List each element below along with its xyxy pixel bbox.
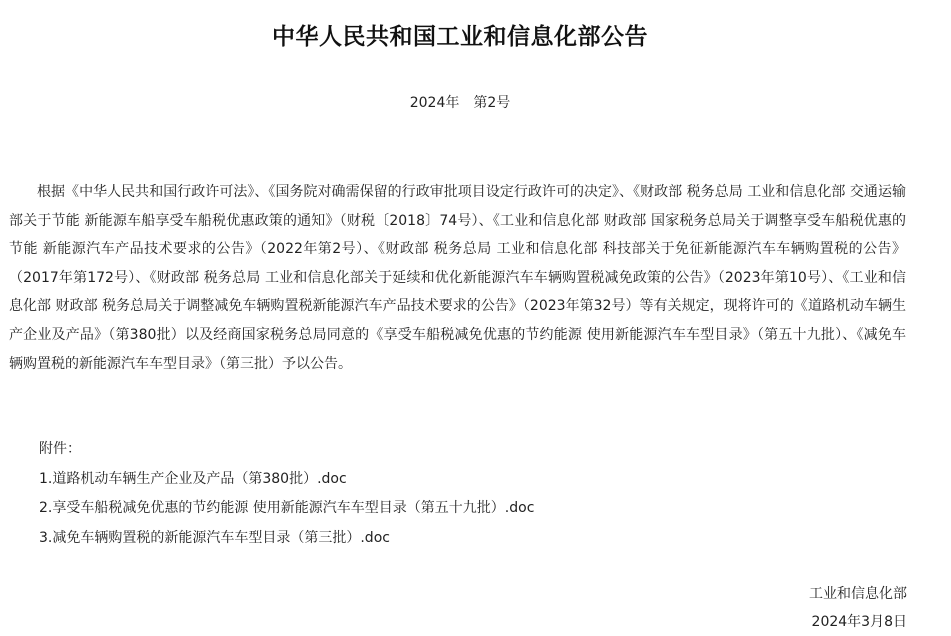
announcement-body: 根据《中华人民共和国行政许可法》、《国务院对确需保留的行政审批项目设定行政许可的决定》、《财政部 税务总局 工业和信息化部 交通运输部关于节能 新能源车船享受车船税优惠政策的通知》（财税〔2018〕74号）、《工业和信息化部 财政部 国家税务总局关于调整享受车船税优惠的节能 新能源汽车产品技术要求的公告》（2022年第2号）、《财政部 税务总局 工业和信息化部 科技部关于免征新能源汽车车辆购置税的公告》（2017年第172号）、《财政部 税务总局 工业和信息化部关于延续和优化新能源汽车车辆购置税减免政策的公告》（2023年第10号）、《工业和信息化部 财政部 税务总局关于调整减免车辆购置税新能源汽车产品技术要求的公告》（2023年第32号）等有关规定，现将许可的《道路机动车辆生产企业及产品》（第380批）以及经商国家税务总局同意的《享受车船税减免优惠的节约能源 使用新能源汽车车型目录》（第五十九批）、《减免车辆购置税的新能源汽车车型目录》（第三批）予以公告。 — [9, 184, 906, 372]
issue-date: 2024年3月8日 — [811, 614, 907, 630]
attachments-section — [39, 435, 534, 553]
issuer-name: 工业和信息化部 — [809, 586, 907, 602]
attachments-label: 附件： — [39, 441, 81, 457]
attachment-link-1[interactable]: 1.道路机动车辆生产企业及产品（第380批）.doc — [39, 470, 347, 487]
document-title: 中华人民共和国工业和信息化部公告 — [272, 24, 648, 50]
signature-block — [809, 580, 907, 636]
attachment-link-3[interactable]: 3.减免车辆购置税的新能源汽车车型目录（第三批）.doc — [39, 529, 390, 546]
document-year: 2024年 — [409, 95, 460, 111]
document-number — [0, 92, 920, 112]
document-issue-number: 第2号 — [473, 95, 511, 111]
attachment-link-2[interactable]: 2.享受车船税减免优惠的节约能源 使用新能源汽车车型目录（第五十九批）.doc — [39, 500, 535, 516]
